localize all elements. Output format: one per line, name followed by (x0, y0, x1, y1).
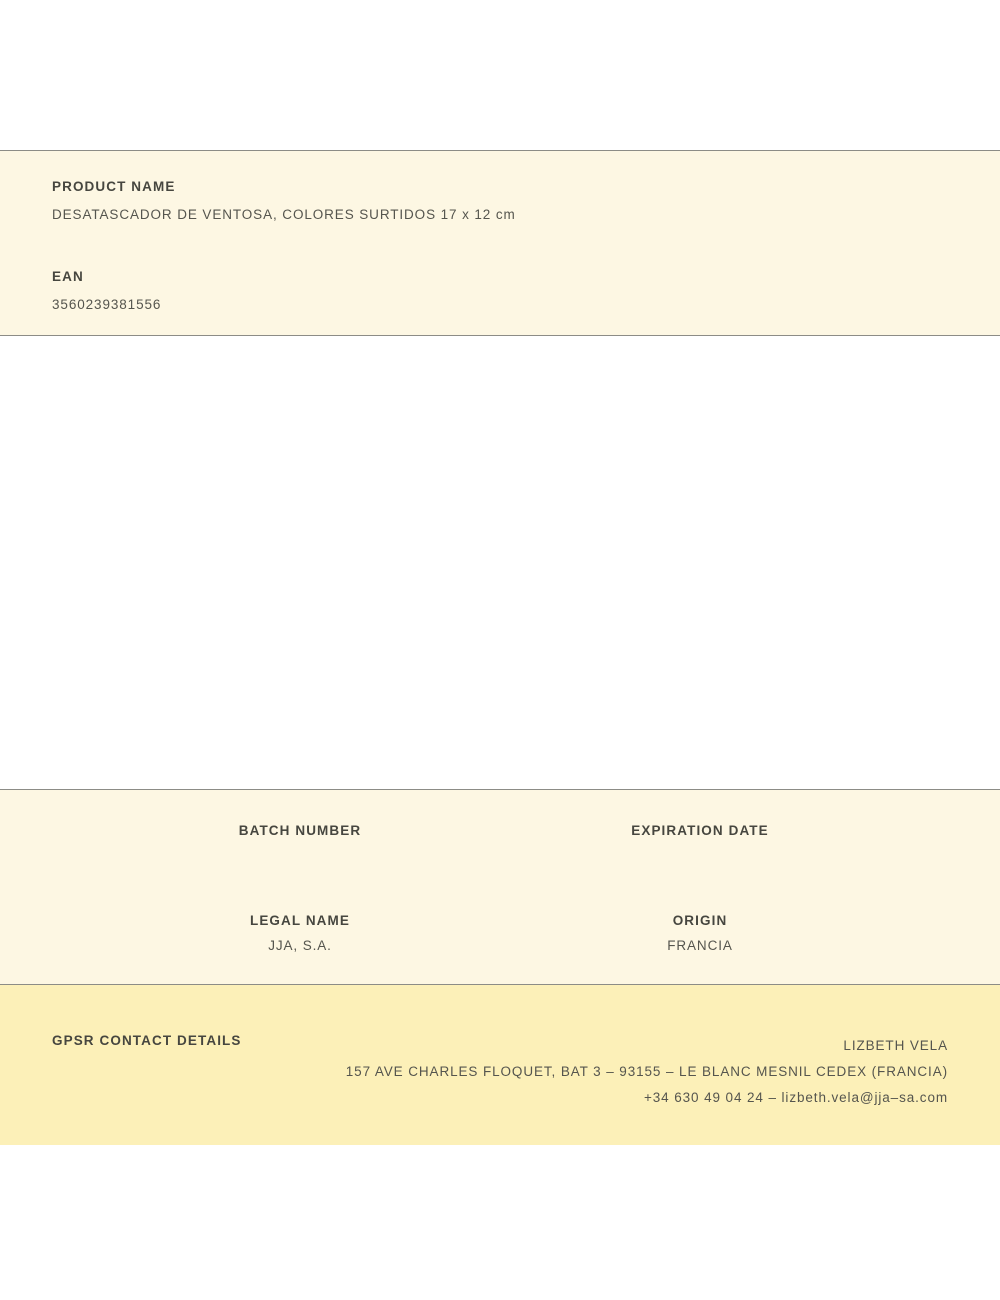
legal-name-column (150, 913, 450, 954)
expiration-date-column (550, 823, 850, 882)
page-footer-area (0, 1145, 1000, 1300)
expiration-date-label: EXPIRATION DATE (631, 823, 769, 838)
product-meta-panel (0, 789, 1000, 985)
origin-column (550, 913, 850, 954)
gpsr-contact-address: 157 AVE CHARLES FLOQUET, BAT 3 – 93155 – LE BLANC MESNIL CEDEX (FRANCIA) (345, 1064, 948, 1079)
ean-value: 3560239381556 (52, 297, 162, 312)
legal-name-value: JJA, S.A. (268, 938, 332, 953)
product-name-value: DESATASCADOR DE VENTOSA, COLORES SURTIDOS 17 x 12 cm (52, 207, 516, 222)
origin-label: ORIGIN (672, 913, 728, 928)
gpsr-contact-label: GPSR CONTACT DETAILS (52, 1033, 242, 1048)
gpsr-contact-phone-email: +34 630 49 04 24 – lizbeth.vela@jja–sa.com (643, 1090, 948, 1105)
expiration-date-value (550, 866, 850, 882)
ean-label: EAN (52, 269, 84, 284)
product-name-label: PRODUCT NAME (52, 179, 176, 194)
gpsr-contact-name: LIZBETH VELA (843, 1038, 948, 1053)
origin-value: FRANCIA (667, 938, 733, 953)
batch-number-label: BATCH NUMBER (238, 823, 362, 838)
gpsr-contact-panel (0, 985, 1000, 1145)
batch-number-value (150, 866, 450, 882)
legal-name-label: LEGAL NAME (249, 913, 350, 928)
product-details-panel (0, 150, 1000, 336)
product-image-area (0, 336, 1000, 789)
batch-number-column (150, 823, 450, 882)
gpsr-contact-lines (346, 1033, 948, 1111)
